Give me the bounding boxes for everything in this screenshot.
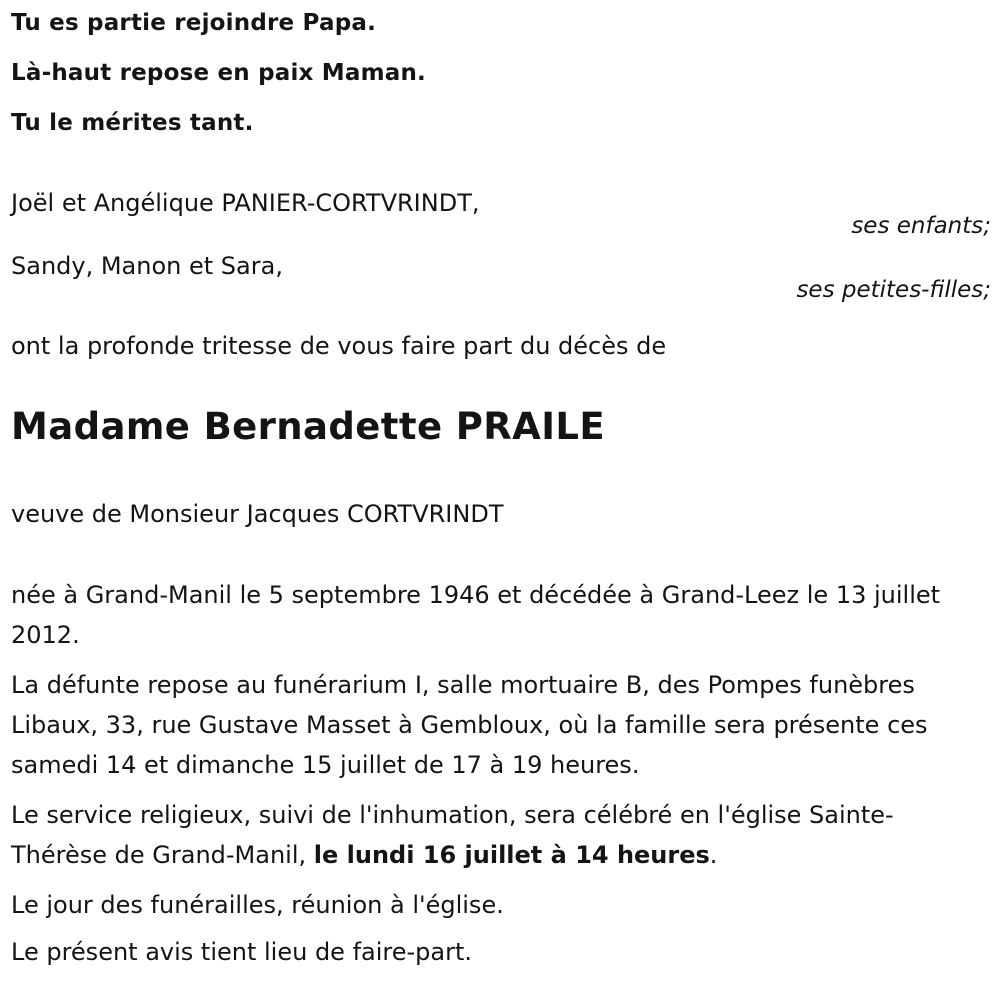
service-end: .	[709, 841, 718, 869]
announcement-intro: ont la profonde tritesse de vous faire part du décès de	[11, 332, 667, 360]
grandchildren-relation: ses petites-filles;	[796, 277, 991, 303]
children-relation: ses enfants;	[851, 213, 991, 239]
birth-death-paragraph: née à Grand-Manil le 5 septembre 1946 et décédée à Grand-Leez le 13 juillet 2012.	[11, 581, 941, 649]
gathering-paragraph: Le jour des funérailles, réunion à l'église.	[11, 891, 504, 919]
poem-line-2: Là-haut repose en paix Maman.	[11, 60, 426, 86]
grandchildren-names: Sandy, Manon et Sara,	[11, 252, 283, 280]
funerarium-paragraph: La défunte repose au funérarium I, salle mortuaire B, des Pompes funèbres Libaux, 33, rue Gustave Masset à Gembloux, où la famille sera présente ces samedi 14 et dimanche 15 juillet de 17 à 19 heures.	[11, 671, 928, 779]
widow-of: veuve de Monsieur Jacques CORTVRINDT	[11, 500, 504, 528]
notice-paragraph: Le présent avis tient lieu de faire-part.	[11, 938, 473, 966]
service-intro: Le service religieux, suivi de l'inhumation, sera célébré en l'église Sainte-Thérèse de Grand-Manil,	[11, 801, 894, 869]
poem-line-1: Tu es partie rejoindre Papa.	[11, 10, 377, 36]
deceased-name: Madame Bernadette PRAILE	[11, 405, 606, 448]
children-names: Joël et Angélique PANIER-CORTVRINDT,	[11, 189, 480, 217]
service-paragraph	[11, 795, 986, 875]
service-datetime: le lundi 16 juillet à 14 heures	[313, 841, 710, 869]
poem-line-3: Tu le mérites tant.	[11, 110, 254, 136]
